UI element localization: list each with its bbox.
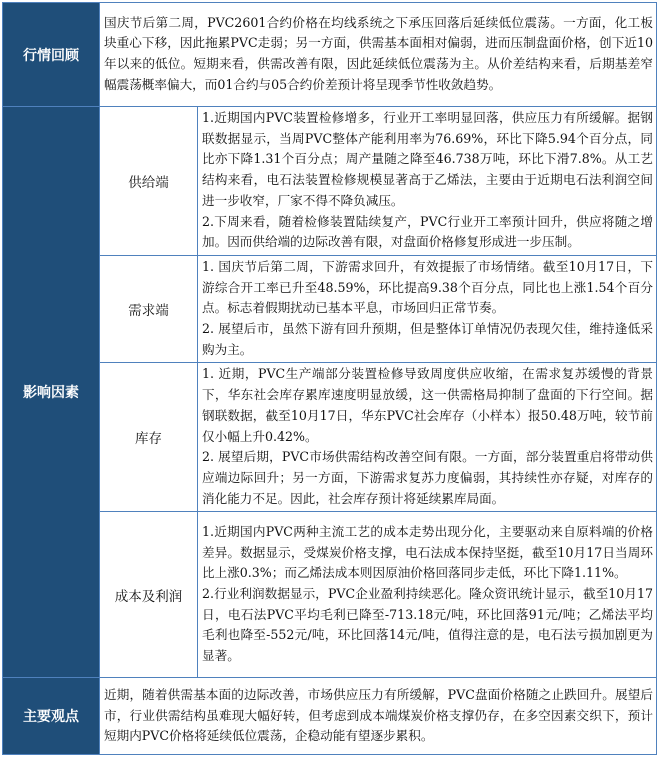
inventory-label: 库存 [100, 363, 198, 512]
row-demand [3, 255, 657, 363]
row-inventory [3, 363, 657, 512]
supply-label: 供给端 [100, 107, 198, 256]
cost-text [198, 512, 657, 678]
view-text [100, 678, 657, 755]
section-label-factors: 影响因素 [3, 107, 100, 678]
cost-paragraph-1: 1.近期国内PVC两种主流工艺的成本走势出现分化，主要驱动来自原料端的价格差异。数据显示，受煤炭价格支撑，电石法成本保持坚挺，截至10月17日当周环比上涨0.3%；而乙烯法成本则因原油价格回落同步走低，环比下降1.11%。 [202, 523, 654, 581]
row-view [3, 678, 657, 755]
supply-paragraph-1: 1.近期国内PVC装置检修增多，行业开工率明显回落，供应压力有所缓解。据钢联数据显示，当周PVC整体产能利用率为76.69%，环比下降5.94个百分点，同比亦下降1.31个百分点；周产量随之降至46.738万吨，环比下滑7.8%。从工艺结构来看，电石法装置检修规模显著高于乙烯法，主要由于近期电石法利润空间进一步收窄，厂家不得不降负减压。 [202, 110, 654, 208]
inventory-paragraph-1: 1. 近期，PVC生产端部分装置检修导致周度供应收缩，在需求复苏缓慢的背景下，华东社会库存累库速度明显放缓，这一供需格局抑制了盘面的下行空间。据钢联数据，截至10月17日，华东PVC社会库存（小样本）报50.48万吨，较节前仅小幅上升0.42%。 [202, 366, 654, 444]
row-review [3, 3, 657, 107]
row-supply [3, 107, 657, 256]
inventory-paragraph-2: 2. 展望后期，PVC市场供需结构改善空间有限。一方面，部分装置重启将带动供应端边际回升；另一方面，下游需求复苏力度偏弱，其持续性亦存疑，对库存的消化能力不足。因此，社会库存预计将延续累库局面。 [202, 449, 654, 506]
section-label-review: 行情回顾 [3, 3, 100, 107]
demand-label: 需求端 [100, 255, 198, 363]
cost-label: 成本及利润 [100, 512, 198, 678]
demand-text [198, 255, 657, 363]
demand-paragraph-1: 1. 国庆节后第二周，下游需求回升，有效提振了市场情绪。截至10月17日，下游综合开工率已升至48.59%，环比提高9.38个百分点，同比也上涨1.54个百分点。标志着假期扰动已基本平息，市场回归正常节奏。 [202, 258, 654, 316]
row-cost [3, 512, 657, 678]
view-paragraph: 近期，随着供需基本面的边际改善，市场供应压力有所缓解，PVC盘面价格随之止跌回升。展望后市，行业供需结构虽难现大幅好转，但考虑到成本端煤炭价格支撑仍存，在多空因素交织下，预计短期内PVC价格将延续低位震荡，企稳动能有望逐步累积。 [104, 686, 654, 744]
cost-paragraph-2: 2.行业利润数据显示，PVC企业盈利持续恶化。隆众资讯统计显示，截至10月17日，电石法PVC平均毛利已降至-713.18元/吨，环比回落91元/吨；乙烯法平均毛利也降至-552元/吨，环比回落14元/吨，值得注意的是，电石法亏损加剧更为显著。 [202, 586, 654, 664]
demand-paragraph-2: 2. 展望后市，虽然下游有回升预期，但是整体订单情况仍表现欠佳，维持逢低采购为主。 [202, 321, 654, 357]
supply-text [198, 107, 657, 256]
review-text [100, 3, 657, 107]
analysis-table [2, 2, 657, 755]
supply-paragraph-2: 2.下周来看，随着检修装置陆续复产，PVC行业开工率预计回升，供应将随之增加。因而供给端的边际改善有限，对盘面价格修复形成进一步压制。 [202, 213, 654, 250]
review-paragraph: 国庆节后第二周，PVC2601合约价格在均线系统之下承压回落后延续低位震荡。一方面，化工板块重心下移，因此拖累PVC走弱；另一方面，供需基本面相对偏弱，进而压制盘面价格，创下近10年以来的低位。短期来看，供需改善有限，因此延续低位震荡为主。从价差结构来看，后期基差窄幅震荡概率偏大，而01合约与05合约价差预计将呈现季节性收敛趋势。 [104, 14, 654, 92]
section-label-view: 主要观点 [3, 678, 100, 755]
inventory-text [198, 363, 657, 512]
